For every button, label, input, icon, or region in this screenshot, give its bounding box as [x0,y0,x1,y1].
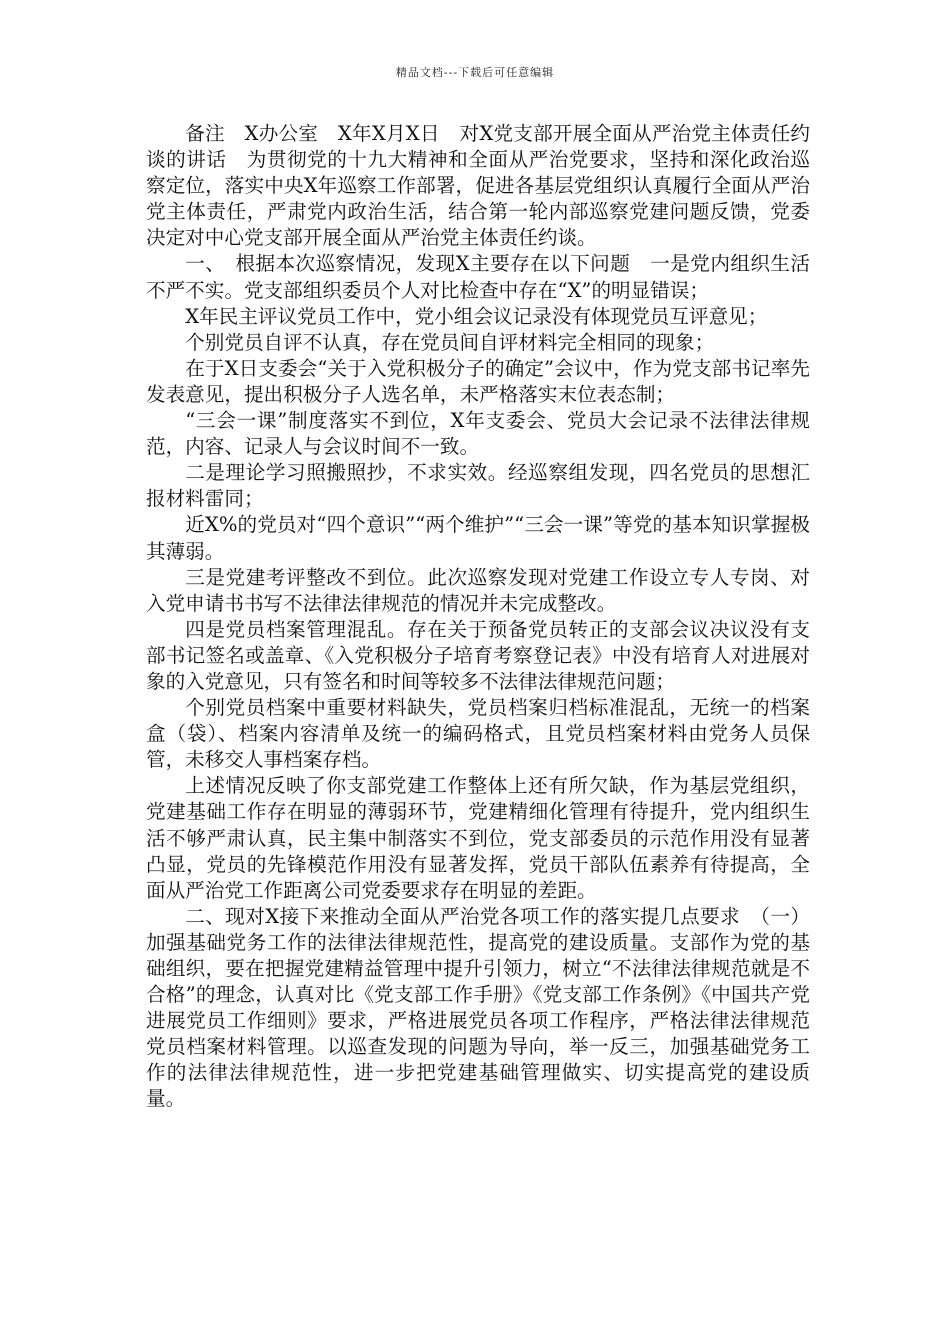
paragraph-section-two: 二、现对X接下来推动全面从严治党各项工作的落实提几点要求 （一）加强基础党务工作的法律法律规范性，提高党的建设质量。支部作为党的基础组织，要在把握党建精益管理中提升引领力，树立“不法律法律规范就是不合格”的理念，认真对比《党支部工作手册》《党支部工作条例》《中国共产党进展党员工作细则》要求，严格进展党员各项工作程序，严格法律法律规范党员档案材料管理。以巡查发现的问题为导向，举一反三，加强基础党务工作的法律法律规范性，进一步把党建基础管理做实、切实提高党的建设质量。 [146,904,810,1111]
page-header: 精品文档---下载后可任意编辑 [395,66,555,79]
document-body [146,121,810,1113]
paragraph-item: 近X%的党员对“四个意识”“两个维护”“三会一课”等党的基本知识掌握极其薄弱。 [146,513,810,563]
paragraph-item: 四是党员档案管理混乱。存在关于预备党员转正的支部会议决议没有支部书记签名或盖章、《入党积极分子培育考察登记表》中没有培育人对进展对象的入党意见，只有签名和时间等较多不法律法律规范问题； [146,617,810,693]
paragraph-item: X年民主评议党员工作中，党小组会议记录没有体现党员互评意见； [185,304,768,328]
paragraph-section-one: 一、 根据本次巡察情况，发现X主要存在以下问题 一是党内组织生活不严不实。党支部组织委员个人对比检查中存在“X”的明显错误； [146,252,810,302]
paragraph-item: 个别党员档案中重要材料缺失，党员档案归档标准混乱，无统一的档案盒（袋）、档案内容清单及统一的编码格式，且党员档案材料由党务人员保管，未移交人事档案存档。 [146,696,810,772]
paragraph-summary: 上述情况反映了你支部党建工作整体上还有所欠缺，作为基层党组织，党建基础工作存在明显的薄弱环节，党建精细化管理有待提升，党内组织生活不够严肃认真，民主集中制落实不到位，党支部委员的示范作用没有显著凸显，党员的先锋模范作用没有显著发挥，党员干部队伍素养有待提高，全面从严治党工作距离公司党委要求存在明显的差距。 [146,774,810,902]
paragraph-item: 在于X日支委会“关于入党积极分子的确定”会议中，作为党支部书记率先发表意见，提出积极分子人选名单，未严格落实末位表态制； [146,356,810,406]
paragraph-item: 三是党建考评整改不到位。此次巡察发现对党建工作设立专人专岗、对入党申请书书写不法律法律规范的情况并未完成整改。 [146,565,810,615]
paragraph-item: “三会一课”制度落实不到位，X年支委会、党员大会记录不法律法律规范，内容、记录人与会议时间不一致。 [146,409,810,459]
paragraph-intro: 备注 X办公室 X年X月X日 对X党支部开展全面从严治党主体责任约谈的讲话 为贯彻党的十九大精神和全面从严治党要求，坚持和深化政治巡察定位，落实中央X年巡察工作部署，促进各基层党组织认真履行全面从严治党主体责任，严肃党内政治生活，结合第一轮内部巡察党建问题反馈，党委决定对中心党支部开展全面从严治党主体责任约谈。 [146,122,810,250]
paragraph-item: 个别党员自评不认真，存在党员间自评材料完全相同的现象； [185,330,715,354]
paragraph-item: 二是理论学习照搬照抄，不求实效。经巡察组发现，四名党员的思想汇报材料雷同； [146,461,810,511]
